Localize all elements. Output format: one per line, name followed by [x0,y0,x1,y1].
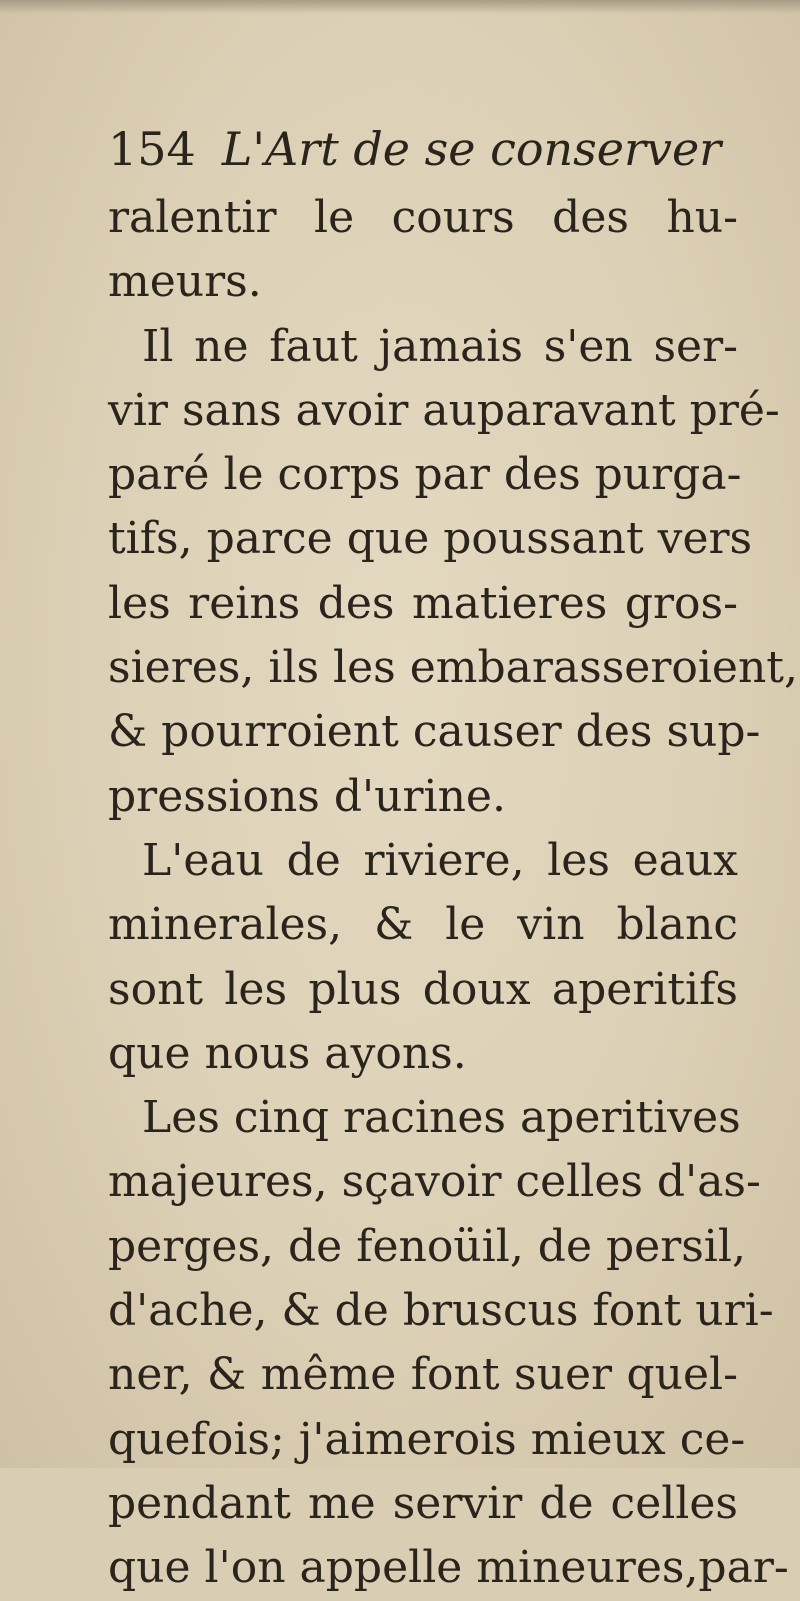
text-line: paré le corps par des purga- [108,449,742,501]
text-line: meurs. [108,256,262,308]
running-title: L'Art de se conserver [221,122,722,176]
body-text [108,186,798,1601]
text-line: minerales, & le vin blanc [108,899,738,951]
text-line: pendant me servir de celles [108,1477,738,1529]
text-line: que nous ayons. [108,1027,467,1079]
text-line: Il ne faut jamais s'en ser- [142,320,738,372]
page-top-shadow [0,0,800,14]
text-line: que l'on appelle mineures,par- [108,1542,789,1594]
text-line: quefois; j'aimerois mieux ce- [108,1413,746,1465]
text-line: perges, de fenoüil, de persil, [108,1220,746,1272]
text-line: les reins des matieres gros- [108,577,738,629]
text-line: vir sans avoir auparavant pré- [108,384,780,436]
text-line: ralentir le cours des hu- [108,192,738,243]
text-line: sieres, ils les embarasseroient, [108,642,798,694]
text-line: sont les plus doux aperitifs [108,963,738,1015]
text-line: tifs, parce que poussant vers [108,513,753,565]
text-line: Les cinq racines aperitives [142,1092,741,1144]
text-line: L'eau de riviere, les eaux [142,834,738,886]
text-line: ner, & même font suer quel- [108,1349,738,1401]
text-line: d'ache, & de bruscus font uri- [108,1285,774,1337]
text-line: pressions d'urine. [108,770,506,822]
text-line: & pourroient causer des sup- [108,706,761,758]
text-line: majeures, sçavoir celles d'as- [108,1156,761,1208]
page-number: 154 [108,122,196,176]
page-header [108,118,748,180]
